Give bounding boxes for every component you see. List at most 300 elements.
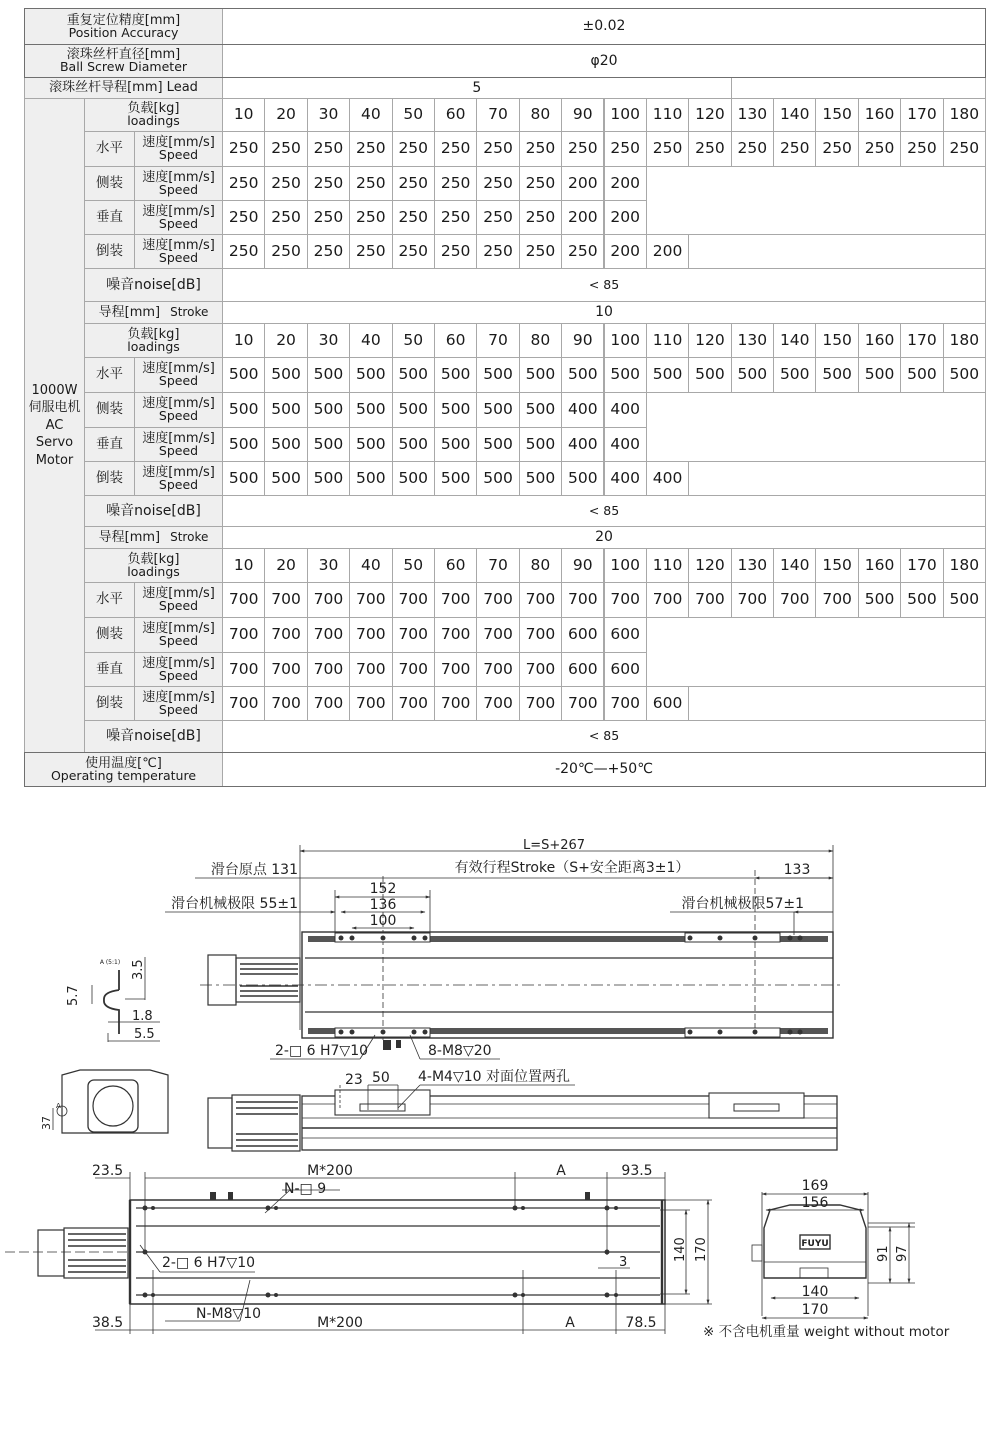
blank-area bbox=[646, 166, 986, 235]
speed-cell: 700 bbox=[349, 686, 392, 721]
ball-screw-diameter-label-zh: 滚珠丝杆直径[mm] bbox=[66, 47, 181, 62]
speed-cell: 700 bbox=[773, 582, 816, 618]
motor-label-line: 伺服电机 bbox=[28, 400, 81, 416]
speed-cell: 250 bbox=[519, 200, 562, 235]
detail-dim-5-7: 5.7 bbox=[66, 985, 81, 1006]
loading-cell: 70 bbox=[476, 548, 519, 583]
loading-cell: 130 bbox=[731, 98, 774, 132]
bottom-center-dim: 3 bbox=[619, 1255, 628, 1270]
loading-cell: 80 bbox=[519, 323, 562, 358]
slide-dim-100: 100 bbox=[369, 913, 397, 929]
speed-label bbox=[134, 617, 223, 653]
tapped-holes-top-label: 8-M8▽20 bbox=[428, 1043, 492, 1059]
speed-cell: 700 bbox=[519, 652, 562, 687]
speed-cell: 700 bbox=[434, 617, 477, 653]
speed-cell: 250 bbox=[476, 234, 519, 269]
temperature-label-en: Operating temperature bbox=[50, 767, 197, 783]
speed-cell: 700 bbox=[519, 686, 562, 721]
speed-cell: 250 bbox=[604, 131, 647, 167]
speed-cell: 500 bbox=[900, 582, 943, 618]
loading-cell: 180 bbox=[943, 98, 986, 132]
speed-cell: 700 bbox=[815, 582, 858, 618]
loading-cell: 170 bbox=[900, 323, 943, 358]
loading-cell: 110 bbox=[646, 323, 689, 358]
effective-stroke-label: 有效行程Stroke（S+安全距离3±1） bbox=[454, 860, 690, 876]
speed-cell: 700 bbox=[264, 652, 307, 687]
lead-blank bbox=[731, 77, 986, 99]
speed-cell: 250 bbox=[519, 234, 562, 269]
speed-cell: 250 bbox=[815, 131, 858, 167]
speed-cell: 250 bbox=[349, 131, 392, 167]
blank-area bbox=[688, 234, 986, 269]
loading-cell: 150 bbox=[815, 98, 858, 132]
noise-value: < 85 bbox=[222, 720, 986, 753]
temperature-label bbox=[24, 752, 223, 787]
pin-holes-top-label: 2-□ 6 H7▽10 bbox=[275, 1043, 369, 1059]
loading-cell: 70 bbox=[476, 323, 519, 358]
speed-cell: 250 bbox=[688, 131, 731, 167]
loading-cell: 80 bbox=[519, 98, 562, 132]
loading-label-zh: 负载[kg] bbox=[127, 326, 180, 342]
bottom-pin-holes-label: 2-□ 6 H7▽10 bbox=[162, 1255, 256, 1271]
speed-cell: 500 bbox=[264, 392, 307, 428]
speed-cell: 500 bbox=[815, 357, 858, 393]
right-limit-label: 滑台机械极限57±1 bbox=[681, 896, 804, 912]
speed-cell: 200 bbox=[646, 234, 689, 269]
speed-cell: 500 bbox=[519, 427, 562, 462]
speed-cell: 500 bbox=[476, 392, 519, 428]
speed-label bbox=[134, 652, 223, 687]
speed-cell: 500 bbox=[858, 582, 901, 618]
speed-cell: 700 bbox=[476, 617, 519, 653]
speed-cell: 200 bbox=[604, 166, 647, 201]
speed-cell: 500 bbox=[434, 427, 477, 462]
speed-cell: 500 bbox=[392, 357, 435, 393]
bottom-top-a-dim: A bbox=[556, 1163, 566, 1179]
speed-label-zh: 速度[mm/s] bbox=[142, 430, 215, 446]
overall-length-label: L=S+267 bbox=[522, 838, 586, 853]
speed-cell: 700 bbox=[349, 582, 392, 618]
speed-cell: 700 bbox=[307, 652, 350, 687]
orientation-label: 倒装 bbox=[84, 686, 135, 721]
loading-cell: 30 bbox=[307, 323, 350, 358]
speed-cell: 250 bbox=[264, 131, 307, 167]
speed-cell: 700 bbox=[264, 582, 307, 618]
speed-cell: 500 bbox=[900, 357, 943, 393]
side-view bbox=[208, 1085, 837, 1151]
loading-cell: 40 bbox=[349, 98, 392, 132]
speed-cell: 400 bbox=[646, 461, 689, 496]
loading-cell: 40 bbox=[349, 548, 392, 583]
bottom-top-right-dim: 93.5 bbox=[621, 1163, 653, 1179]
end-view-a-label: A bbox=[56, 1102, 61, 1110]
speed-cell: 500 bbox=[264, 427, 307, 462]
speed-cell: 700 bbox=[222, 617, 265, 653]
speed-cell: 700 bbox=[349, 652, 392, 687]
loading-cell: 10 bbox=[222, 323, 265, 358]
loading-cell: 160 bbox=[858, 548, 901, 583]
speed-cell: 250 bbox=[392, 234, 435, 269]
speed-cell: 200 bbox=[604, 200, 647, 235]
bottom-height-inner: 140 bbox=[673, 1237, 688, 1262]
loading-label-en: loadings bbox=[127, 338, 180, 354]
ball-screw-diameter-label bbox=[24, 44, 223, 78]
speed-cell: 500 bbox=[392, 461, 435, 496]
speed-label-zh: 速度[mm/s] bbox=[142, 464, 215, 480]
speed-cell: 700 bbox=[604, 686, 647, 721]
speed-label bbox=[134, 131, 223, 167]
loading-label bbox=[84, 323, 223, 358]
loading-cell: 30 bbox=[307, 98, 350, 132]
loading-cell: 170 bbox=[900, 548, 943, 583]
loading-cell: 140 bbox=[773, 548, 816, 583]
motor-label-line: AC bbox=[45, 417, 64, 433]
noise-value: < 85 bbox=[222, 268, 986, 302]
speed-cell: 500 bbox=[222, 427, 265, 462]
motor-label-line: Motor bbox=[35, 452, 74, 468]
speed-label-en: Speed bbox=[158, 249, 199, 265]
speed-label-zh: 速度[mm/s] bbox=[142, 169, 215, 185]
speed-cell: 250 bbox=[646, 131, 689, 167]
lead-value: 5 bbox=[222, 77, 732, 99]
speed-cell: 500 bbox=[307, 427, 350, 462]
speed-cell: 500 bbox=[434, 392, 477, 428]
section-height-inner: 91 bbox=[876, 1245, 891, 1262]
speed-cell: 700 bbox=[434, 686, 477, 721]
speed-cell: 700 bbox=[519, 617, 562, 653]
speed-label-en: Speed bbox=[158, 181, 199, 197]
speed-cell: 700 bbox=[392, 686, 435, 721]
bottom-top-mid-dim: M*200 bbox=[307, 1163, 353, 1179]
loading-cell: 150 bbox=[815, 548, 858, 583]
loading-cell: 50 bbox=[392, 98, 435, 132]
orientation-label: 水平 bbox=[84, 131, 135, 167]
speed-cell: 500 bbox=[646, 357, 689, 393]
speed-cell: 400 bbox=[604, 427, 647, 462]
ball-screw-diameter-value: φ20 bbox=[222, 44, 986, 78]
speed-cell: 250 bbox=[264, 166, 307, 201]
speed-cell: 500 bbox=[307, 392, 350, 428]
loading-cell: 100 bbox=[604, 98, 647, 132]
speed-cell: 700 bbox=[307, 617, 350, 653]
loading-cell: 80 bbox=[519, 548, 562, 583]
orientation-label: 水平 bbox=[84, 357, 135, 393]
speed-label bbox=[134, 427, 223, 462]
bottom-bot-a-dim: A bbox=[565, 1315, 575, 1331]
speed-label-zh: 速度[mm/s] bbox=[142, 689, 215, 705]
speed-cell: 400 bbox=[604, 392, 647, 428]
speed-cell: 200 bbox=[604, 234, 647, 269]
noise-value: < 85 bbox=[222, 495, 986, 527]
loading-label-zh: 负载[kg] bbox=[127, 101, 180, 116]
section-base-outer: 170 bbox=[801, 1302, 829, 1318]
speed-label bbox=[134, 392, 223, 428]
speed-cell: 700 bbox=[688, 582, 731, 618]
position-accuracy-label-en: Position Accuracy bbox=[68, 24, 179, 40]
speed-cell: 500 bbox=[307, 461, 350, 496]
speed-cell: 500 bbox=[349, 461, 392, 496]
loading-cell: 120 bbox=[688, 98, 731, 132]
loading-cell: 140 bbox=[773, 323, 816, 358]
speed-cell: 250 bbox=[476, 200, 519, 235]
position-accuracy-label-zh: 重复定位精度[mm] bbox=[66, 12, 181, 28]
speed-cell: 700 bbox=[307, 686, 350, 721]
loading-cell: 60 bbox=[434, 98, 477, 132]
blank-area bbox=[688, 461, 986, 496]
speed-cell: 500 bbox=[858, 357, 901, 393]
speed-cell: 250 bbox=[731, 131, 774, 167]
speed-label-en: Speed bbox=[158, 373, 199, 389]
speed-cell: 250 bbox=[519, 131, 562, 167]
orientation-label: 侧装 bbox=[84, 617, 135, 653]
motor-label-line: 1000W bbox=[31, 382, 78, 398]
loading-label-en: loadings bbox=[127, 113, 180, 129]
speed-cell: 250 bbox=[900, 131, 943, 167]
detail-a-label: A (5:1) bbox=[99, 959, 121, 966]
section-base-inner: 140 bbox=[801, 1284, 829, 1300]
bottom-top-left-dim: 23.5 bbox=[92, 1163, 124, 1179]
loading-cell: 20 bbox=[264, 323, 307, 358]
loading-cell: 130 bbox=[731, 548, 774, 583]
lead-value: 20 bbox=[222, 526, 986, 549]
speed-cell: 700 bbox=[476, 652, 519, 687]
bottom-bot-left-dim: 38.5 bbox=[92, 1315, 124, 1331]
noise-label: 噪音noise[dB] bbox=[84, 495, 223, 527]
speed-cell: 250 bbox=[307, 166, 350, 201]
speed-cell: 700 bbox=[392, 582, 435, 618]
loading-cell: 160 bbox=[858, 323, 901, 358]
speed-cell: 250 bbox=[476, 166, 519, 201]
speed-cell: 200 bbox=[561, 200, 604, 235]
speed-label-zh: 速度[mm/s] bbox=[142, 655, 215, 671]
speed-label bbox=[134, 234, 223, 269]
speed-cell: 500 bbox=[264, 357, 307, 393]
loading-cell: 20 bbox=[264, 98, 307, 132]
noise-label: 噪音noise[dB] bbox=[84, 720, 223, 753]
speed-label-en: Speed bbox=[158, 667, 199, 683]
orientation-label: 垂直 bbox=[84, 652, 135, 687]
speed-cell: 500 bbox=[434, 461, 477, 496]
detail-dim-5-5: 5.5 bbox=[134, 1027, 155, 1042]
speed-cell: 500 bbox=[688, 357, 731, 393]
speed-label-en: Speed bbox=[158, 215, 199, 231]
speed-cell: 500 bbox=[222, 392, 265, 428]
speed-cell: 500 bbox=[349, 392, 392, 428]
speed-cell: 500 bbox=[392, 392, 435, 428]
loading-cell: 110 bbox=[646, 548, 689, 583]
speed-cell: 500 bbox=[222, 357, 265, 393]
stroke-label-en: Stroke bbox=[170, 530, 209, 545]
blank-area bbox=[688, 686, 986, 721]
speed-cell: 500 bbox=[476, 461, 519, 496]
loading-cell: 180 bbox=[943, 548, 986, 583]
speed-cell: 700 bbox=[307, 582, 350, 618]
position-accuracy-label bbox=[24, 8, 223, 45]
speed-cell: 250 bbox=[307, 131, 350, 167]
speed-label-zh: 速度[mm/s] bbox=[142, 396, 215, 411]
speed-cell: 700 bbox=[392, 617, 435, 653]
speed-cell: 500 bbox=[519, 392, 562, 428]
speed-cell: 700 bbox=[731, 582, 774, 618]
speed-cell: 250 bbox=[392, 200, 435, 235]
speed-cell: 400 bbox=[604, 461, 647, 496]
loading-cell: 100 bbox=[604, 548, 647, 583]
speed-label bbox=[134, 166, 223, 201]
loading-cell: 90 bbox=[561, 548, 604, 583]
speed-cell: 250 bbox=[222, 166, 265, 201]
speed-cell: 700 bbox=[561, 686, 604, 721]
speed-cell: 200 bbox=[561, 166, 604, 201]
speed-cell: 250 bbox=[392, 166, 435, 201]
speed-cell: 700 bbox=[222, 686, 265, 721]
speed-cell: 500 bbox=[731, 357, 774, 393]
speed-cell: 700 bbox=[646, 582, 689, 618]
speed-cell: 250 bbox=[476, 131, 519, 167]
loading-cell: 50 bbox=[392, 323, 435, 358]
footnote: ※ 不含电机重量 weight without motor bbox=[703, 1324, 950, 1340]
lead-label: 滚珠丝杆导程[mm] Lead bbox=[24, 77, 223, 99]
slide-dim-152: 152 bbox=[369, 881, 397, 897]
speed-cell: 700 bbox=[222, 652, 265, 687]
loading-label-en: loadings bbox=[127, 563, 180, 579]
speed-cell: 500 bbox=[561, 461, 604, 496]
blank-area bbox=[646, 617, 986, 687]
speed-cell: 250 bbox=[349, 166, 392, 201]
speed-cell: 250 bbox=[222, 200, 265, 235]
bottom-bot-right-dim: 78.5 bbox=[625, 1315, 657, 1331]
loading-cell: 180 bbox=[943, 323, 986, 358]
loading-cell: 60 bbox=[434, 323, 477, 358]
speed-cell: 500 bbox=[349, 357, 392, 393]
loading-cell: 170 bbox=[900, 98, 943, 132]
position-accuracy-value: ±0.02 bbox=[222, 8, 986, 45]
loading-cell: 120 bbox=[688, 323, 731, 358]
speed-cell: 700 bbox=[349, 617, 392, 653]
lead-value: 10 bbox=[222, 301, 986, 324]
speed-cell: 700 bbox=[561, 582, 604, 618]
slide-dim-136: 136 bbox=[369, 897, 397, 913]
speed-cell: 600 bbox=[646, 686, 689, 721]
loading-cell: 130 bbox=[731, 323, 774, 358]
loading-cell: 90 bbox=[561, 323, 604, 358]
speed-cell: 400 bbox=[561, 392, 604, 428]
speed-cell: 250 bbox=[434, 200, 477, 235]
section-width-inner: 156 bbox=[801, 1195, 829, 1211]
speed-cell: 500 bbox=[349, 427, 392, 462]
motor-label-line: Servo bbox=[35, 435, 74, 451]
stroke-label bbox=[84, 526, 223, 549]
speed-cell: 500 bbox=[943, 582, 986, 618]
speed-cell: 250 bbox=[519, 166, 562, 201]
speed-cell: 600 bbox=[561, 617, 604, 653]
speed-cell: 250 bbox=[264, 234, 307, 269]
speed-label-en: Speed bbox=[158, 476, 199, 492]
speed-cell: 500 bbox=[943, 357, 986, 393]
section-height-outer: 97 bbox=[895, 1245, 910, 1262]
speed-label bbox=[134, 357, 223, 393]
speed-label bbox=[134, 686, 223, 721]
speed-cell: 250 bbox=[943, 131, 986, 167]
speed-cell: 250 bbox=[561, 131, 604, 167]
orientation-label: 侧装 bbox=[84, 392, 135, 428]
speed-cell: 700 bbox=[264, 686, 307, 721]
speed-cell: 700 bbox=[604, 582, 647, 618]
speed-cell: 700 bbox=[222, 582, 265, 618]
loading-cell: 100 bbox=[604, 323, 647, 358]
speed-cell: 250 bbox=[222, 234, 265, 269]
temperature-value: -20℃—+50℃ bbox=[222, 752, 986, 787]
orientation-label: 垂直 bbox=[84, 427, 135, 462]
orientation-label: 水平 bbox=[84, 582, 135, 618]
dimension-drawing bbox=[0, 800, 1000, 1455]
loading-label-zh: 负载[kg] bbox=[127, 551, 180, 567]
speed-cell: 600 bbox=[561, 652, 604, 687]
speed-label-zh: 速度[mm/s] bbox=[142, 237, 215, 253]
speed-cell: 500 bbox=[307, 357, 350, 393]
speed-cell: 250 bbox=[222, 131, 265, 167]
loading-cell: 90 bbox=[561, 98, 604, 132]
motor-label bbox=[24, 98, 85, 753]
end-view bbox=[53, 1070, 168, 1133]
speed-cell: 700 bbox=[519, 582, 562, 618]
loading-cell: 60 bbox=[434, 548, 477, 583]
blank-area bbox=[646, 392, 986, 462]
end-dim-label: 133 bbox=[783, 862, 811, 878]
speed-cell: 500 bbox=[519, 461, 562, 496]
orientation-label: 垂直 bbox=[84, 200, 135, 235]
speed-label-en: Speed bbox=[158, 147, 199, 163]
stroke-label-zh: 导程[mm] bbox=[98, 529, 161, 545]
speed-cell: 500 bbox=[476, 357, 519, 393]
speed-cell: 500 bbox=[264, 461, 307, 496]
speed-cell: 250 bbox=[264, 200, 307, 235]
slide-origin-label: 滑台原点 131 bbox=[210, 862, 298, 878]
ball-screw-diameter-label-en: Ball Screw Diameter bbox=[59, 59, 188, 75]
loading-label bbox=[84, 98, 223, 132]
loading-cell: 10 bbox=[222, 98, 265, 132]
speed-label bbox=[134, 582, 223, 618]
loading-cell: 120 bbox=[688, 548, 731, 583]
side-dim-50: 50 bbox=[372, 1070, 390, 1086]
speed-cell: 250 bbox=[434, 166, 477, 201]
orientation-label: 侧装 bbox=[84, 166, 135, 201]
bottom-tapped-label: N-M8▽10 bbox=[196, 1306, 262, 1322]
speed-cell: 700 bbox=[434, 582, 477, 618]
speed-label-zh: 速度[mm/s] bbox=[142, 135, 215, 150]
speed-cell: 250 bbox=[561, 234, 604, 269]
speed-cell: 600 bbox=[604, 617, 647, 653]
loading-cell: 30 bbox=[307, 548, 350, 583]
detail-dim-1-8: 1.8 bbox=[132, 1009, 153, 1024]
stroke-label bbox=[84, 301, 223, 324]
speed-cell: 500 bbox=[476, 427, 519, 462]
loading-cell: 40 bbox=[349, 323, 392, 358]
loading-cell: 50 bbox=[392, 548, 435, 583]
bottom-n-holes-label: N-□ 9 bbox=[284, 1181, 327, 1197]
orientation-label: 倒装 bbox=[84, 234, 135, 269]
speed-label-en: Speed bbox=[158, 408, 199, 424]
speed-cell: 500 bbox=[222, 461, 265, 496]
side-dim-23: 23 bbox=[345, 1072, 363, 1088]
speed-cell: 600 bbox=[604, 652, 647, 687]
speed-label-zh: 速度[mm/s] bbox=[142, 621, 215, 636]
speed-cell: 700 bbox=[476, 686, 519, 721]
speed-label bbox=[134, 461, 223, 496]
speed-label bbox=[134, 200, 223, 235]
end-view-dim: 37 bbox=[40, 1116, 53, 1130]
side-holes-label: 4-M4▽10 对面位置两孔 bbox=[418, 1069, 570, 1085]
left-limit-label: 滑台机械极限 55±1 bbox=[171, 896, 298, 912]
